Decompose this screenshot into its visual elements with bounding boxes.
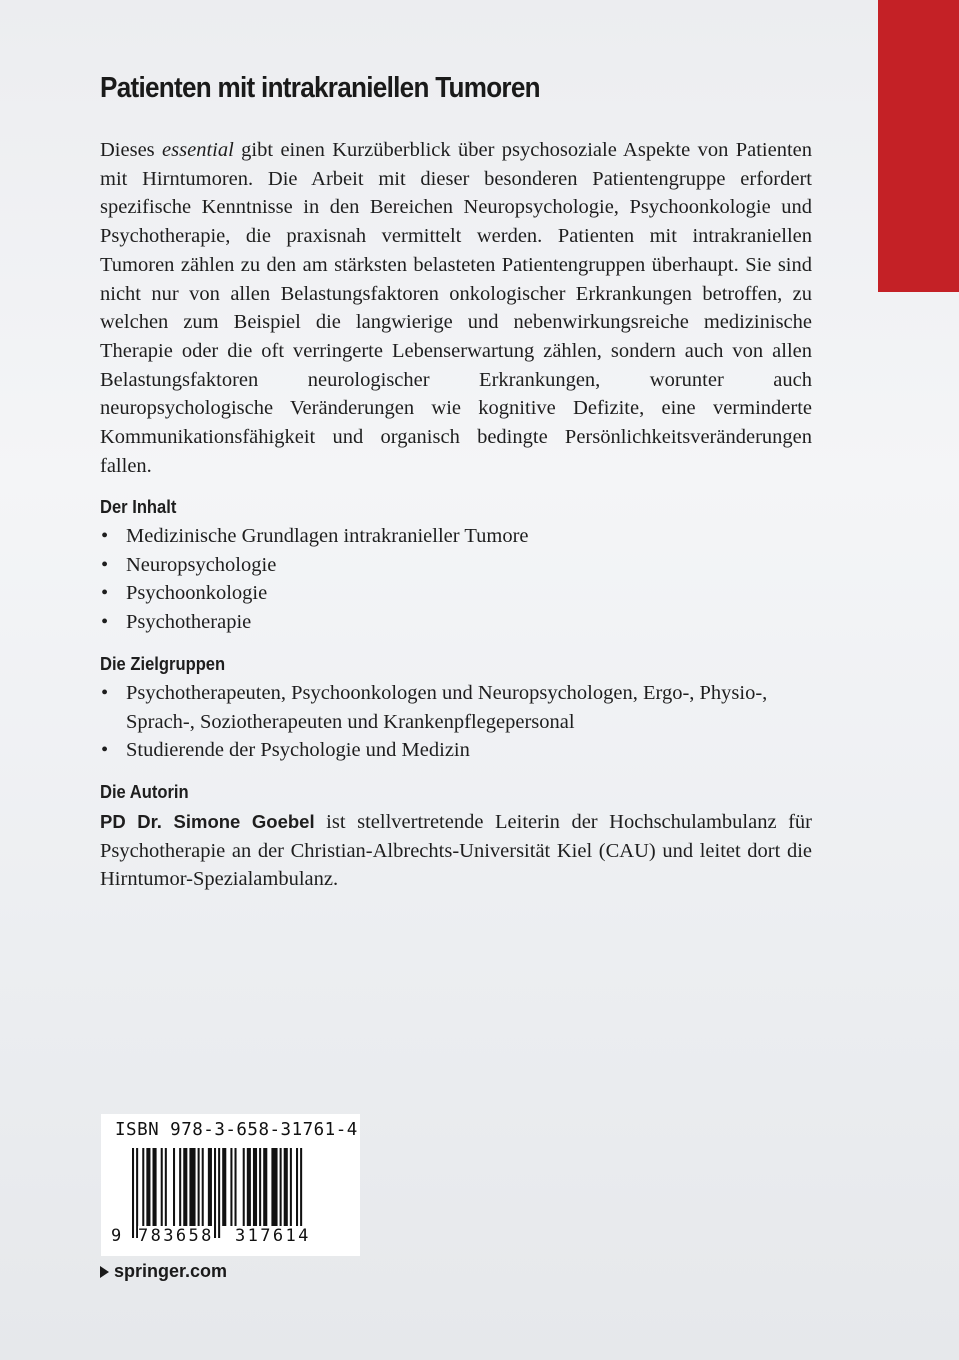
- barcode-bar: [183, 1148, 187, 1226]
- barcode-bar: [284, 1148, 288, 1226]
- barcode-bar: [243, 1148, 245, 1226]
- barcode-bar: [263, 1148, 267, 1226]
- barcode-bar: [179, 1148, 181, 1226]
- content-list-item: [100, 522, 800, 551]
- book-title: Patienten mit intrakraniellen Tumoren: [100, 72, 540, 104]
- publisher-link-label: springer.com: [114, 1261, 228, 1281]
- content-item-label: Neuropsychologie: [126, 553, 277, 576]
- author-heading: Die Autorin: [100, 782, 189, 802]
- bullet-icon: •: [101, 611, 109, 634]
- barcode-bar: [202, 1148, 204, 1226]
- isbn-label: ISBN 978-3-658-31761-4: [115, 1120, 358, 1140]
- barcode-bar: [222, 1148, 226, 1226]
- content-list-item: [100, 579, 800, 608]
- barcode-bar: [247, 1148, 251, 1226]
- barcode-bar: [146, 1148, 150, 1226]
- content-list-item: [100, 551, 800, 580]
- bullet-icon: •: [101, 582, 109, 605]
- audience-list-item: [100, 679, 790, 736]
- author-bio-text: ist stellvertretende Leiterin der Hochschulambulanz für Psychotherapie an der Christian-Albrechts-Universität Kiel (CAU) und leitet dort die Hirntumor-Spezialambulanz.: [100, 811, 812, 891]
- barcode-bar: [136, 1148, 138, 1238]
- bullet-icon: •: [101, 739, 109, 762]
- description-text: gibt einen Kurzüberblick über psychosoziale Aspekte von Patienten mit Hirntumoren. Die Arbeit mit dieser besonderen Patientengruppe erfordert spezifische Kenntnisse in den Bereichen Neuropsychologie, Psychoonkologie und Psychotherapie, die praxisnah vermittelt werden. Patienten mit intrakraniellen Tumoren zählen zu den am stärksten belasteten Patientengruppen überhaupt. Sie sind nicht nur von allen Belastungsfaktoren onkologischer Erkrankungen betroffen, zu welchen zum Beispiel die langwierige und nebenwirkungsreiche medizinische Therapie oder die oft verringerte Lebenserwartung zählen, sondern auch von allen Belastungsfaktoren neurologischer Erkrankungen, worunter auch neuropsychologische Veränderungen wie kognitive Defizite, eine verminderte Kommunikationsfähigkeit und organisch bedingte Persönlichkeitsveränderungen fallen.: [100, 139, 813, 477]
- bullet-icon: •: [101, 553, 109, 576]
- audience-heading: Die Zielgruppen: [100, 654, 226, 674]
- isbn-barcode: [101, 1114, 360, 1256]
- content-item-label: Psychotherapie: [126, 611, 252, 634]
- barcode-bar: [153, 1148, 157, 1226]
- content-list-item: [100, 608, 800, 637]
- barcode-bar: [132, 1148, 134, 1238]
- red-accent-tab: [878, 0, 959, 292]
- author-bio: [100, 808, 812, 894]
- book-description: [100, 136, 812, 480]
- author-name: PD Dr. Simone Goebel: [100, 811, 315, 832]
- content-list: [100, 522, 800, 637]
- barcode-bar: [253, 1148, 257, 1226]
- description-lead: Dieses: [100, 139, 163, 161]
- barcode-bar: [173, 1148, 175, 1226]
- barcode-bar: [271, 1148, 277, 1226]
- barcode-bar: [300, 1148, 302, 1238]
- barcode-bar: [230, 1148, 232, 1226]
- barcode-bar: [161, 1148, 163, 1226]
- barcode-bar: [259, 1148, 261, 1226]
- audience-list-item: [100, 736, 790, 765]
- barcode-bar: [218, 1148, 220, 1238]
- bullet-icon: •: [101, 525, 109, 547]
- barcode-digit-first: 9: [111, 1226, 124, 1246]
- content-item-label: Medizinische Grundlagen intrakranieller Tumore: [126, 525, 529, 547]
- audience-item-label: Studierende der Psychologie und Medizin: [126, 739, 470, 762]
- content-heading: Der Inhalt: [100, 497, 177, 517]
- barcode-bar: [214, 1148, 216, 1238]
- barcode-digits-right: 317614: [235, 1226, 311, 1246]
- barcode-bar: [189, 1148, 195, 1226]
- barcode-bar: [198, 1148, 200, 1226]
- barcode-bar: [296, 1148, 298, 1238]
- barcode-bar: [142, 1148, 144, 1226]
- barcode-bar: [208, 1148, 212, 1226]
- content-item-label: Psychoonkologie: [126, 582, 268, 605]
- barcode-bar: [290, 1148, 292, 1226]
- barcode-bar: [280, 1148, 282, 1226]
- audience-list: [100, 679, 790, 765]
- barcode-bar: [165, 1148, 167, 1226]
- barcode-digits-left: 783658: [138, 1226, 214, 1246]
- barcode-bar: [235, 1148, 237, 1226]
- bullet-icon: •: [101, 682, 109, 704]
- description-italic-term: essential: [162, 139, 234, 161]
- arrow-right-icon: [100, 1266, 109, 1278]
- audience-item-label: Psychotherapeuten, Psychoonkologen und Neuropsychologen, Ergo-, Physio-, Sprach-, Soziotherapeuten und Krankenpflegepersonal: [126, 682, 768, 733]
- publisher-link[interactable]: [100, 1261, 227, 1282]
